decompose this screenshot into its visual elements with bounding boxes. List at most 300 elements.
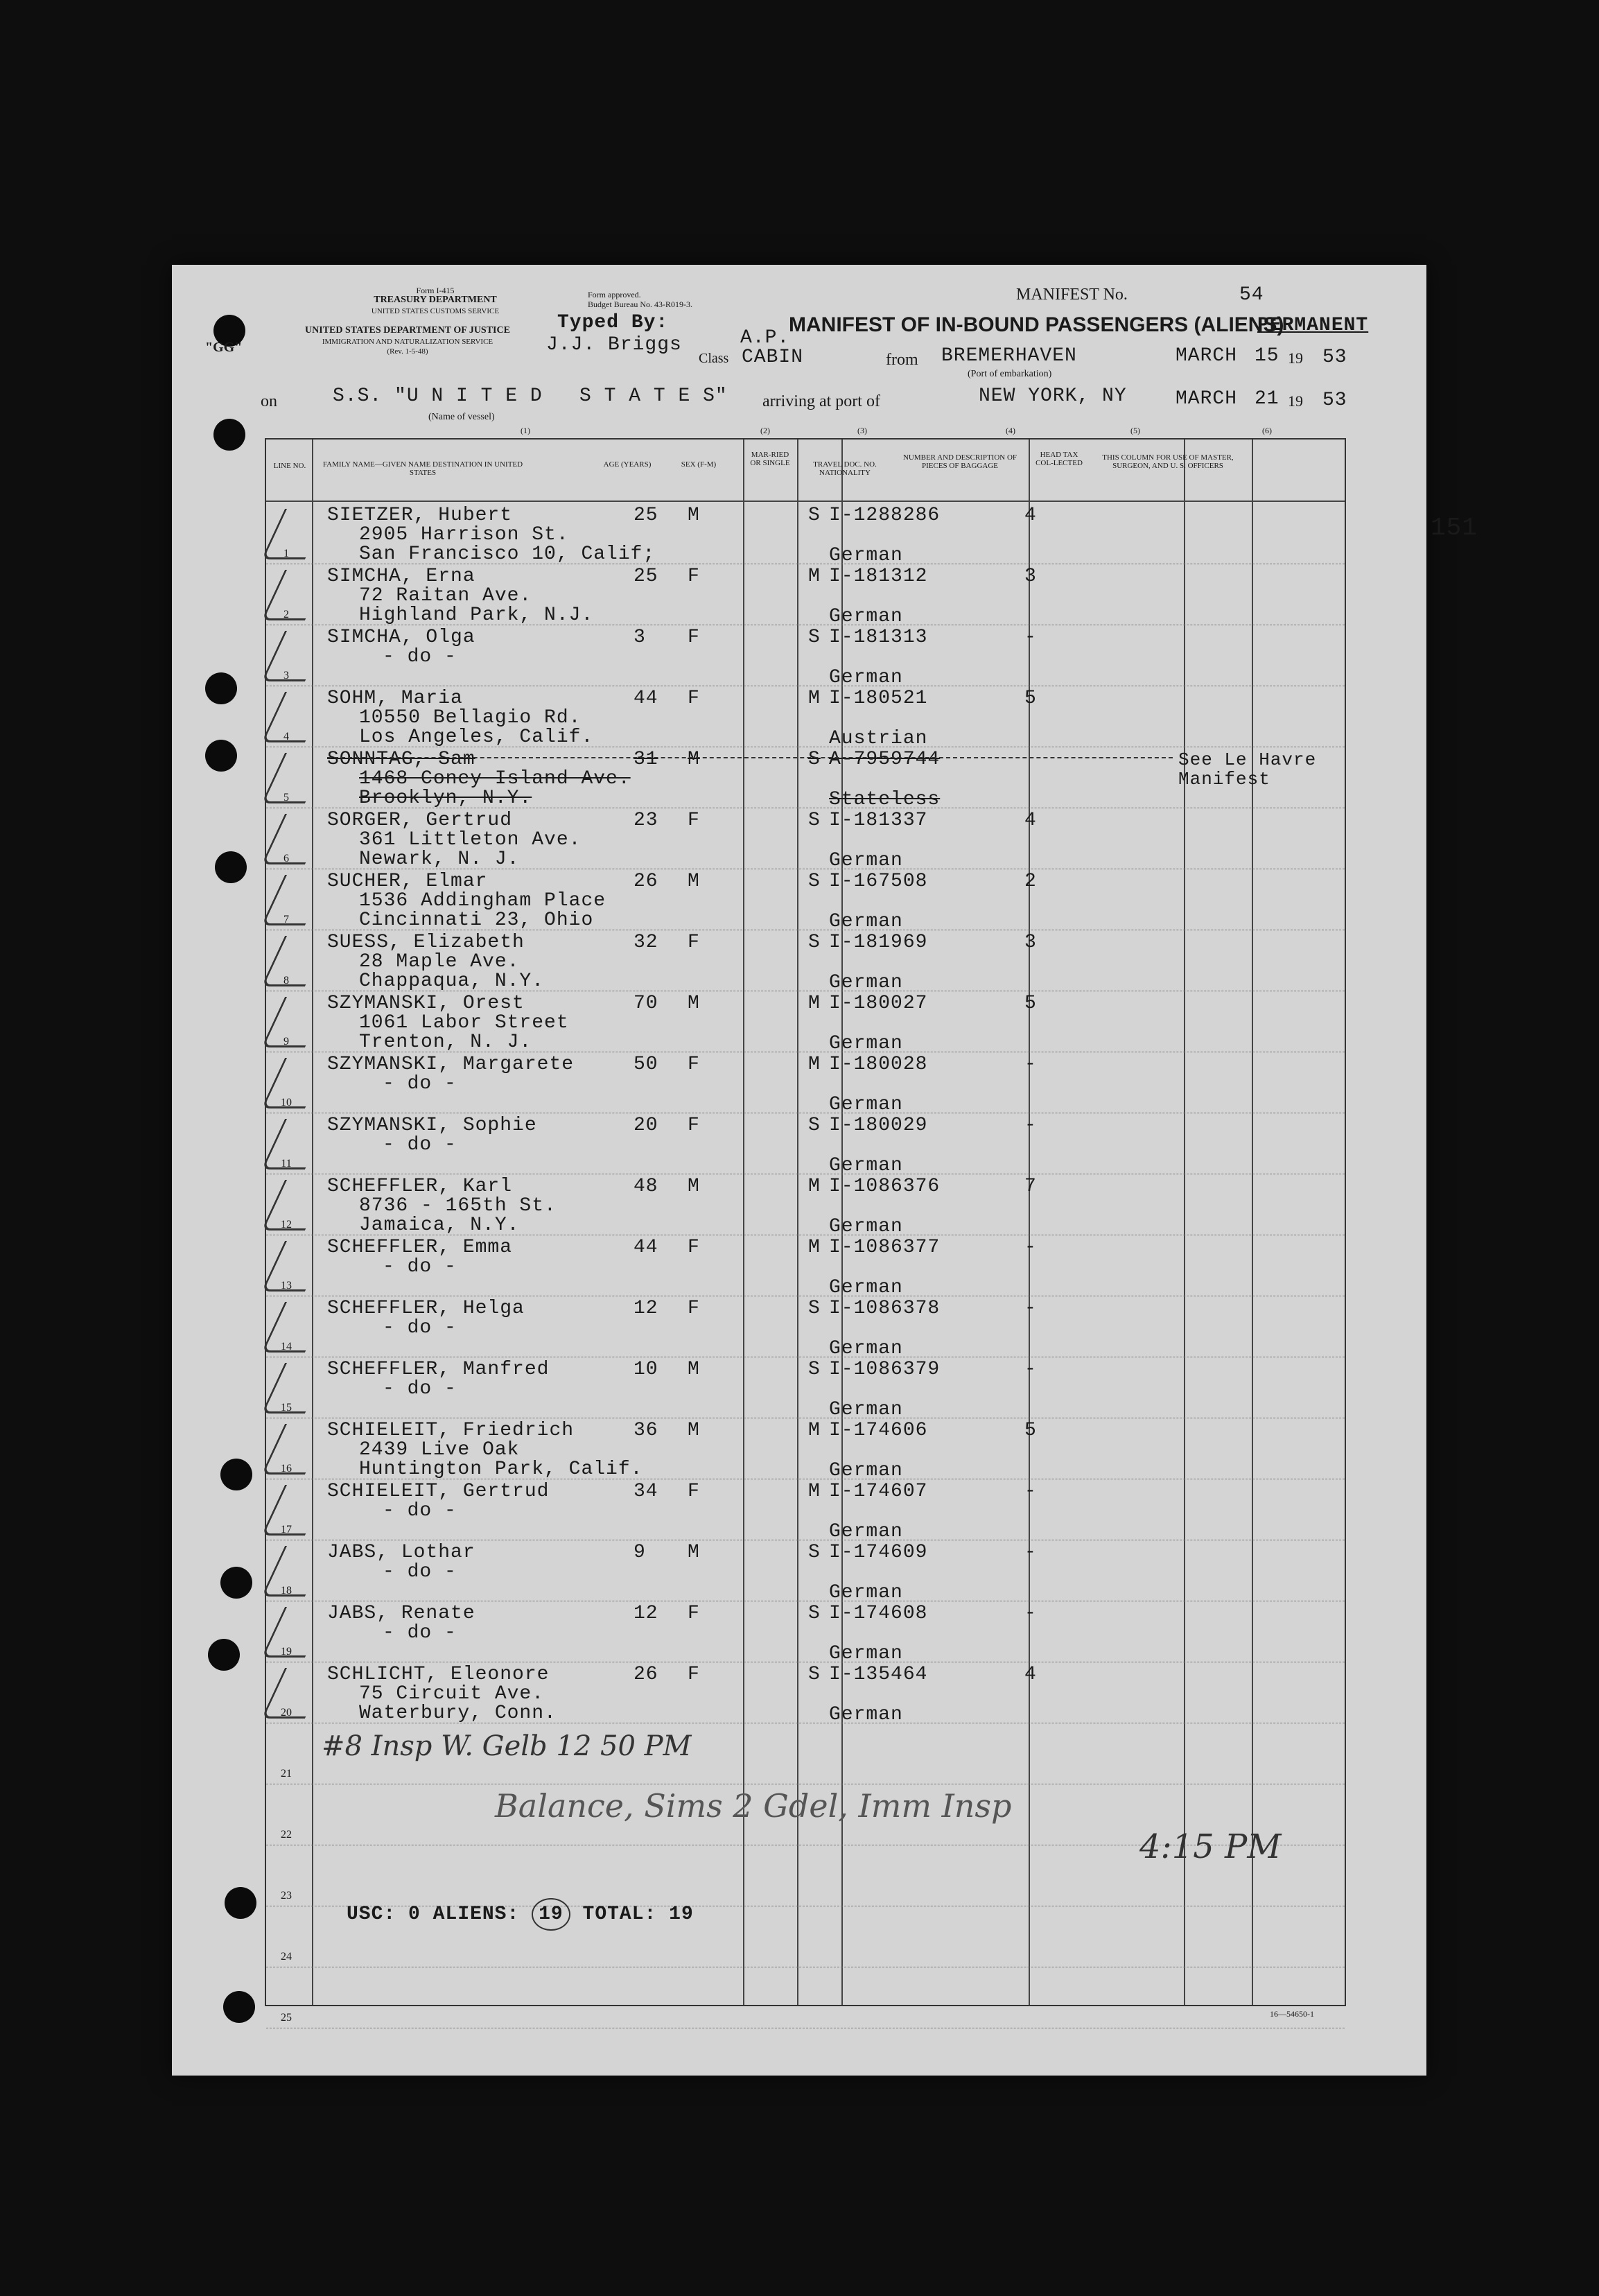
table-row bbox=[266, 1540, 1345, 1601]
baggage-count: - bbox=[1024, 1054, 1037, 1075]
destination-city: Jamaica, N.Y. bbox=[359, 1215, 520, 1236]
nationality: German bbox=[829, 667, 903, 688]
passenger-name: SORGER, Gertrud bbox=[327, 810, 513, 831]
nationality: German bbox=[829, 1643, 903, 1664]
line-number: 3 bbox=[283, 670, 289, 681]
age: 48 bbox=[634, 1176, 658, 1197]
age: 25 bbox=[634, 566, 658, 587]
marital-status: M bbox=[808, 1237, 821, 1258]
age: 44 bbox=[634, 1237, 658, 1258]
vessel-name: S.S. "U N I T E D S T A T E S" bbox=[333, 385, 728, 407]
manifest-title: MANIFEST OF IN-BOUND PASSENGERS (ALIENS) bbox=[789, 313, 1284, 336]
line-number: 2 bbox=[283, 609, 289, 620]
sex: M bbox=[688, 871, 700, 892]
checkmark-icon bbox=[261, 1485, 329, 1536]
sex: M bbox=[688, 1420, 700, 1441]
baggage-count: - bbox=[1024, 1359, 1037, 1380]
nationality: German bbox=[829, 972, 903, 993]
depart-month: MARCH bbox=[1176, 345, 1238, 367]
line-number: 22 bbox=[281, 1829, 292, 1841]
travel-doc-number: I-174606 bbox=[829, 1420, 928, 1441]
passenger-name: SCHEFFLER, Helga bbox=[327, 1298, 525, 1319]
col-header-line: LINE NO. bbox=[273, 462, 306, 470]
table-row bbox=[266, 1357, 1345, 1418]
binder-hole bbox=[208, 1639, 240, 1671]
age: 10 bbox=[634, 1359, 658, 1380]
checkmark-icon bbox=[261, 814, 329, 864]
travel-doc-number: A-7959744 bbox=[829, 749, 941, 770]
travel-doc-number: I-180027 bbox=[829, 993, 928, 1014]
nationality: German bbox=[829, 1277, 903, 1298]
age: 26 bbox=[634, 871, 658, 892]
destination-city: Trenton, N. J. bbox=[359, 1032, 532, 1053]
marital-status: M bbox=[808, 1054, 821, 1075]
table-row bbox=[266, 930, 1345, 991]
destination-street: - do - bbox=[383, 1500, 457, 1522]
sex: F bbox=[688, 1481, 700, 1502]
age: 36 bbox=[634, 1420, 658, 1441]
line-number: 15 bbox=[281, 1402, 292, 1414]
age: 26 bbox=[634, 1664, 658, 1685]
destination-street: - do - bbox=[383, 1561, 457, 1583]
age: 32 bbox=[634, 932, 658, 953]
destination-street: 75 Circuit Ave. bbox=[359, 1683, 545, 1705]
arriving-label: arriving at port of bbox=[762, 392, 880, 410]
travel-doc-number: I-174608 bbox=[829, 1603, 928, 1624]
nationality: German bbox=[829, 1216, 903, 1237]
sex: M bbox=[688, 505, 700, 526]
treasury-dept: TREASURY DEPARTMENT bbox=[374, 295, 497, 305]
passenger-name: SZYMANSKI, Margarete bbox=[327, 1054, 575, 1075]
col-header-baggage: NUMBER AND DESCRIPTION OF PIECES OF BAGGAGE bbox=[902, 453, 1017, 470]
col-num-4: (4) bbox=[1006, 426, 1015, 435]
col-num-2: (2) bbox=[760, 426, 770, 435]
marital-status: S bbox=[808, 505, 821, 526]
passenger-name: JABS, Lothar bbox=[327, 1542, 475, 1563]
sex: F bbox=[688, 1603, 700, 1624]
marital-status: S bbox=[808, 1603, 821, 1624]
destination-street: - do - bbox=[383, 646, 457, 668]
port-embark-caption: (Port of embarkation) bbox=[968, 369, 1052, 379]
table-row bbox=[266, 1113, 1345, 1174]
class-value: CABIN bbox=[742, 347, 804, 368]
age: 25 bbox=[634, 505, 658, 526]
nationality: German bbox=[829, 606, 903, 627]
nationality: German bbox=[829, 1033, 903, 1054]
justice-dept: UNITED STATES DEPARTMENT OF JUSTICE bbox=[305, 325, 510, 336]
line-number: 16 bbox=[281, 1463, 292, 1475]
table-row bbox=[266, 747, 1345, 808]
travel-doc-number: I-1086377 bbox=[829, 1237, 941, 1258]
col-header-tax: HEAD TAX COL-LECTED bbox=[1036, 451, 1083, 467]
checkmark-icon bbox=[261, 1302, 329, 1353]
ins-service: IMMIGRATION AND NATURALIZATION SERVICE bbox=[322, 338, 493, 346]
arrival-port: NEW YORK, NY bbox=[979, 385, 1127, 407]
line-number: 4 bbox=[283, 731, 289, 742]
destination-city: Chappaqua, N.Y. bbox=[359, 971, 545, 992]
destination-street: 72 Raitan Ave. bbox=[359, 585, 532, 607]
destination-street: 8736 - 165th St. bbox=[359, 1195, 557, 1217]
line-number: 19 bbox=[281, 1646, 292, 1658]
handwritten-inspector-note: #8 Insp W. Gelb 12 50 PM bbox=[322, 1730, 692, 1762]
line-number: 12 bbox=[281, 1219, 292, 1230]
age: 20 bbox=[634, 1115, 658, 1136]
arrive-month: MARCH bbox=[1176, 388, 1238, 410]
passenger-name: SCHIELEIT, Gertrud bbox=[327, 1481, 550, 1502]
usc-count: 0 bbox=[408, 1904, 421, 1925]
sex: F bbox=[688, 1115, 700, 1136]
checkmark-icon bbox=[261, 1363, 329, 1414]
age: 34 bbox=[634, 1481, 658, 1502]
marital-status: S bbox=[808, 1359, 821, 1380]
baggage-count: - bbox=[1024, 627, 1037, 648]
age: 12 bbox=[634, 1603, 658, 1624]
destination-street: - do - bbox=[383, 1256, 457, 1278]
line-number: 14 bbox=[281, 1341, 292, 1353]
marital-status: M bbox=[808, 1176, 821, 1197]
baggage-count: - bbox=[1024, 1115, 1037, 1136]
age: 70 bbox=[634, 993, 658, 1014]
travel-doc-number: I-167508 bbox=[829, 871, 928, 892]
revision-date: (Rev. 1-5-48) bbox=[387, 347, 428, 356]
checkmark-icon bbox=[261, 1180, 329, 1230]
destination-city: Newark, N. J. bbox=[359, 849, 520, 870]
table-row bbox=[266, 1479, 1345, 1540]
form-approved: Form approved. bbox=[588, 290, 641, 299]
binder-hole bbox=[205, 740, 237, 772]
travel-doc-number: I-1086379 bbox=[829, 1359, 941, 1380]
line-number: 24 bbox=[281, 1951, 292, 1963]
line-number: 6 bbox=[283, 853, 289, 864]
binder-hole bbox=[205, 672, 237, 704]
officer-note: See Le Havre Manifest bbox=[1178, 749, 1317, 790]
arrive-day: 21 bbox=[1255, 388, 1279, 410]
depart-year-prefix: 19 bbox=[1288, 349, 1303, 367]
typed-initials: A.P. bbox=[740, 327, 790, 349]
col-header-name: FAMILY NAME—GIVEN NAME DESTINATION IN UNITED STATES bbox=[322, 460, 523, 477]
destination-city: Waterbury, Conn. bbox=[359, 1703, 557, 1724]
nationality: German bbox=[829, 850, 903, 871]
empty-row bbox=[266, 1967, 1345, 2028]
sex: F bbox=[688, 627, 700, 648]
nationality: German bbox=[829, 1460, 903, 1481]
table-row bbox=[266, 991, 1345, 1052]
table-row bbox=[266, 1662, 1345, 1723]
table-row bbox=[266, 625, 1345, 686]
col-header-age: AGE (YEARS) bbox=[603, 460, 652, 469]
baggage-count: 4 bbox=[1024, 1664, 1037, 1685]
travel-doc-number: I-1086376 bbox=[829, 1176, 941, 1197]
passenger-name: SIMCHA, Erna bbox=[327, 566, 475, 587]
col-header-officers: THIS COLUMN FOR USE OF MASTER, SURGEON, AND U. S. OFFICERS bbox=[1102, 453, 1234, 470]
sex: F bbox=[688, 1054, 700, 1075]
manifest-no-value: 54 bbox=[1239, 284, 1264, 306]
line-number: 25 bbox=[281, 2012, 292, 2024]
sex: F bbox=[688, 1298, 700, 1319]
marital-status: M bbox=[808, 993, 821, 1014]
passenger-name: SOHM, Maria bbox=[327, 688, 463, 709]
line-number: 23 bbox=[281, 1890, 292, 1902]
total-count: 19 bbox=[669, 1904, 694, 1925]
checkmark-icon bbox=[261, 1424, 329, 1475]
nationality: German bbox=[829, 545, 903, 566]
aliens-label: ALIENS: bbox=[432, 1904, 520, 1925]
passenger-name: SCHLICHT, Eleonore bbox=[327, 1664, 550, 1685]
marital-status: S bbox=[808, 871, 821, 892]
manifest-no-label: MANIFEST No. bbox=[1016, 286, 1128, 304]
marital-status: S bbox=[808, 810, 821, 831]
typed-by-name: J.J. Briggs bbox=[546, 334, 682, 356]
checkmark-icon bbox=[261, 1668, 329, 1719]
binder-hole bbox=[223, 1991, 255, 2023]
destination-city: Brooklyn, N.Y. bbox=[359, 788, 532, 809]
binder-hole bbox=[215, 851, 247, 883]
line-number: 9 bbox=[283, 1036, 289, 1047]
destination-street: - do - bbox=[383, 1622, 457, 1644]
travel-doc-number: I-181312 bbox=[829, 566, 928, 587]
line-number: 21 bbox=[281, 1768, 292, 1780]
sex: F bbox=[688, 1237, 700, 1258]
destination-street: - do - bbox=[383, 1378, 457, 1400]
destination-street: 1468 Coney Island Ave. bbox=[359, 768, 631, 790]
nationality: German bbox=[829, 1399, 903, 1420]
line-number: 1 bbox=[283, 548, 289, 559]
checkmark-icon bbox=[261, 692, 329, 742]
destination-city: Los Angeles, Calif. bbox=[359, 727, 594, 748]
age: 9 bbox=[634, 1542, 646, 1563]
table-row bbox=[266, 1235, 1345, 1296]
passenger-name: SUESS, Elizabeth bbox=[327, 932, 525, 953]
destination-street: 361 Littleton Ave. bbox=[359, 829, 582, 851]
on-label: on bbox=[261, 392, 277, 410]
handwritten-time: 4:15 PM bbox=[1139, 1827, 1282, 1866]
destination-city: San Francisco 10, Calif; bbox=[359, 543, 656, 565]
baggage-count: 7 bbox=[1024, 1176, 1037, 1197]
passenger-name: SCHIELEIT, Friedrich bbox=[327, 1420, 575, 1441]
checkmark-icon bbox=[261, 875, 329, 925]
marital-status: S bbox=[808, 1298, 821, 1319]
travel-doc-number: I-181313 bbox=[829, 627, 928, 648]
table-row bbox=[266, 564, 1345, 625]
destination-street: 2439 Live Oak bbox=[359, 1439, 520, 1461]
checkmark-icon bbox=[261, 570, 329, 620]
line-number: 17 bbox=[281, 1524, 292, 1536]
customs-service: UNITED STATES CUSTOMS SERVICE bbox=[371, 307, 500, 315]
officer-stamp-number: 151 bbox=[1431, 514, 1478, 542]
baggage-count: 5 bbox=[1024, 993, 1037, 1014]
travel-doc-number: I-1288286 bbox=[829, 505, 941, 526]
destination-city: Cincinnati 23, Ohio bbox=[359, 910, 594, 931]
marital-status: M bbox=[808, 566, 821, 587]
handwritten-balance-note: Balance, Sims 2 Gdel, Imm Insp bbox=[495, 1787, 1012, 1825]
checkmark-icon bbox=[261, 1058, 329, 1108]
sex: F bbox=[688, 566, 700, 587]
sex: M bbox=[688, 1542, 700, 1563]
passenger-name: SZYMANSKI, Sophie bbox=[327, 1115, 537, 1136]
passenger-name: SUCHER, Elmar bbox=[327, 871, 488, 892]
gg-mark: "GG" bbox=[205, 340, 243, 355]
manifest-sheet bbox=[172, 265, 1478, 2076]
sex: M bbox=[688, 1176, 700, 1197]
line-number: 10 bbox=[281, 1097, 292, 1108]
baggage-count: - bbox=[1024, 1603, 1037, 1624]
destination-street: - do - bbox=[383, 1317, 457, 1339]
nationality: German bbox=[829, 1155, 903, 1176]
table-row bbox=[266, 1174, 1345, 1235]
travel-doc-number: I-174607 bbox=[829, 1481, 928, 1502]
passenger-name: SCHEFFLER, Karl bbox=[327, 1176, 513, 1197]
form-number: Form I-415 bbox=[416, 286, 455, 295]
col-num-1: (1) bbox=[521, 426, 530, 435]
line-number: 7 bbox=[283, 914, 289, 925]
sex: M bbox=[688, 993, 700, 1014]
passenger-name: SZYMANSKI, Orest bbox=[327, 993, 525, 1014]
marital-status: S bbox=[808, 1115, 821, 1136]
age: 12 bbox=[634, 1298, 658, 1319]
checkmark-icon bbox=[261, 509, 329, 559]
travel-doc-number: I-180028 bbox=[829, 1054, 928, 1075]
destination-street: - do - bbox=[383, 1134, 457, 1156]
passenger-name: SONNTAG, Sam bbox=[327, 749, 475, 770]
checkmark-icon bbox=[261, 1241, 329, 1292]
passenger-name: JABS, Renate bbox=[327, 1603, 475, 1624]
permanent-stamp: PERMANENT bbox=[1257, 315, 1369, 336]
sex: M bbox=[688, 749, 700, 770]
from-label: from bbox=[886, 351, 918, 369]
destination-city: Highland Park, N.J. bbox=[359, 605, 594, 626]
col-header-sex: SEX (F-M) bbox=[681, 460, 717, 469]
age: 3 bbox=[634, 627, 646, 648]
depart-day: 15 bbox=[1255, 345, 1279, 367]
binder-hole bbox=[220, 1459, 252, 1490]
sex: F bbox=[688, 1664, 700, 1685]
nationality: German bbox=[829, 1582, 903, 1603]
arrive-year: 53 bbox=[1322, 390, 1347, 411]
nationality: German bbox=[829, 1094, 903, 1115]
checkmark-icon bbox=[261, 1607, 329, 1658]
marital-status: S bbox=[808, 1542, 821, 1563]
col-header-doc: TRAVEL DOC. NO. NATIONALITY bbox=[813, 460, 877, 477]
travel-doc-number: I-181969 bbox=[829, 932, 928, 953]
checkmark-icon bbox=[261, 997, 329, 1047]
destination-street: 28 Maple Ave. bbox=[359, 951, 520, 973]
port-of-embarkation: BREMERHAVEN bbox=[941, 345, 1077, 367]
printer-code: 16—54650-1 bbox=[1270, 2009, 1314, 2019]
vessel-caption: (Name of vessel) bbox=[428, 412, 495, 422]
age: 44 bbox=[634, 688, 658, 709]
binder-hole bbox=[220, 1567, 252, 1599]
strike-through-line bbox=[327, 757, 1173, 758]
baggage-count: - bbox=[1024, 1542, 1037, 1563]
line-number: 5 bbox=[283, 792, 289, 803]
nationality: German bbox=[829, 1704, 903, 1725]
baggage-count: 4 bbox=[1024, 810, 1037, 831]
marital-status: S bbox=[808, 627, 821, 648]
destination-street: 1061 Labor Street bbox=[359, 1012, 569, 1034]
nationality: German bbox=[829, 911, 903, 932]
table-row bbox=[266, 869, 1345, 930]
line-number: 11 bbox=[281, 1158, 292, 1169]
aliens-count: 19 bbox=[532, 1898, 570, 1931]
line-number: 8 bbox=[283, 975, 289, 986]
baggage-count: 5 bbox=[1024, 1420, 1037, 1441]
line-number: 18 bbox=[281, 1585, 292, 1597]
travel-doc-number: I-135464 bbox=[829, 1664, 928, 1685]
checkmark-icon bbox=[261, 1546, 329, 1597]
binder-hole bbox=[225, 1887, 256, 1919]
marital-status: S bbox=[808, 749, 821, 770]
nationality: German bbox=[829, 1338, 903, 1359]
baggage-count: 2 bbox=[1024, 871, 1037, 892]
marital-status: S bbox=[808, 932, 821, 953]
age: 23 bbox=[634, 810, 658, 831]
destination-city: Huntington Park, Calif. bbox=[359, 1459, 643, 1480]
col-num-6: (6) bbox=[1262, 426, 1272, 435]
destination-street: 1536 Addingham Place bbox=[359, 890, 606, 912]
line-number: 13 bbox=[281, 1280, 292, 1292]
sex: F bbox=[688, 932, 700, 953]
marital-status: M bbox=[808, 688, 821, 709]
marital-status: M bbox=[808, 1481, 821, 1502]
table-row bbox=[266, 503, 1345, 564]
destination-street: 2905 Harrison St. bbox=[359, 524, 569, 546]
sex: M bbox=[688, 1359, 700, 1380]
table-row bbox=[266, 686, 1345, 747]
col-header-married: MAR-RIED OR SINGLE bbox=[750, 451, 790, 467]
line-number: 20 bbox=[281, 1707, 292, 1719]
destination-street: - do - bbox=[383, 1073, 457, 1095]
checkmark-icon bbox=[261, 936, 329, 986]
travel-doc-number: I-180029 bbox=[829, 1115, 928, 1136]
checkmark-icon bbox=[261, 631, 329, 681]
nationality: German bbox=[829, 1521, 903, 1542]
age: 50 bbox=[634, 1054, 658, 1075]
table-row bbox=[266, 808, 1345, 869]
baggage-count: - bbox=[1024, 1298, 1037, 1319]
class-label: Class bbox=[699, 351, 729, 366]
passenger-name: SIETZER, Hubert bbox=[327, 505, 513, 526]
destination-street: 10550 Bellagio Rd. bbox=[359, 707, 582, 729]
travel-doc-number: I-1086378 bbox=[829, 1298, 941, 1319]
passenger-name: SCHEFFLER, Manfred bbox=[327, 1359, 550, 1380]
baggage-count: 3 bbox=[1024, 566, 1037, 587]
travel-doc-number: I-180521 bbox=[829, 688, 928, 709]
baggage-count: 4 bbox=[1024, 505, 1037, 526]
col-num-3: (3) bbox=[857, 426, 867, 435]
total-label: TOTAL: bbox=[582, 1904, 657, 1925]
marital-status: S bbox=[808, 1664, 821, 1685]
passenger-name: SCHEFFLER, Emma bbox=[327, 1237, 513, 1258]
binder-hole bbox=[213, 419, 245, 451]
usc-label: USC: bbox=[347, 1904, 396, 1925]
baggage-count: 3 bbox=[1024, 932, 1037, 953]
travel-doc-number: I-174609 bbox=[829, 1542, 928, 1563]
table-row bbox=[266, 1296, 1345, 1357]
travel-doc-number: I-181337 bbox=[829, 810, 928, 831]
table-row bbox=[266, 1418, 1345, 1479]
marital-status: M bbox=[808, 1420, 821, 1441]
table-row bbox=[266, 1601, 1345, 1662]
nationality: Stateless bbox=[829, 789, 941, 810]
depart-year: 53 bbox=[1322, 347, 1347, 368]
baggage-count: - bbox=[1024, 1237, 1037, 1258]
table-row bbox=[266, 1052, 1345, 1113]
baggage-count: - bbox=[1024, 1481, 1037, 1502]
totals-row bbox=[347, 1905, 694, 1924]
col-num-5: (5) bbox=[1130, 426, 1140, 435]
passenger-name: SIMCHA, Olga bbox=[327, 627, 475, 648]
checkmark-icon bbox=[261, 753, 329, 803]
